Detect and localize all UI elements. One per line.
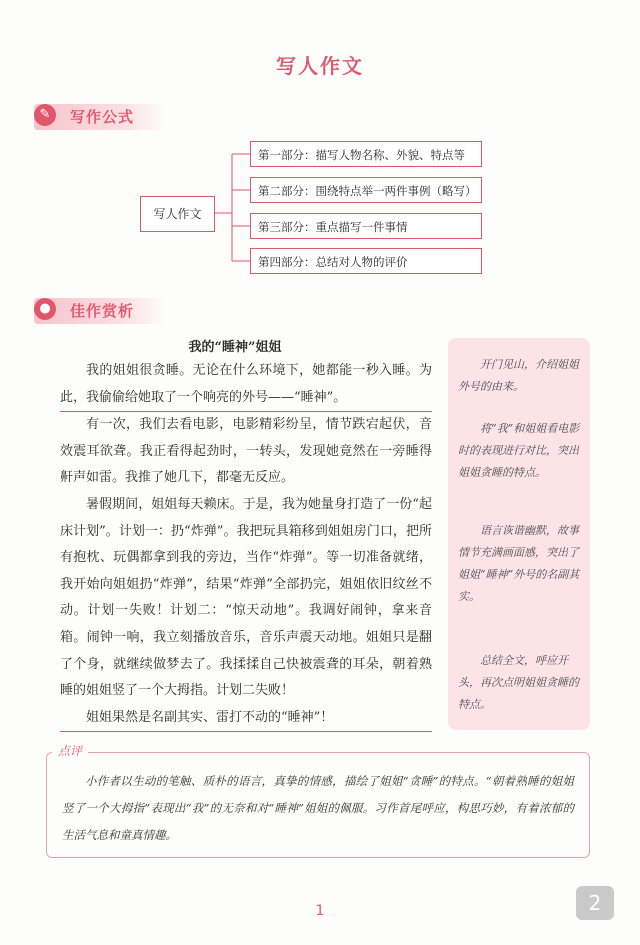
tree-node-part-1: 第一部分：描写人物名称、外貌、特点等 <box>250 141 482 167</box>
article-title: 我的“睡神”姐姐 <box>188 340 282 355</box>
article-body <box>60 358 432 732</box>
side-note: 语言诙谐幽默，故事情节充满画面感，突出了姐姐“睡神”外号的名副其实。 <box>458 524 580 603</box>
tree-root: 写人作文 <box>140 196 215 232</box>
camera-icon: ● <box>34 298 56 320</box>
section-label-formula: 写作公式 <box>70 108 135 126</box>
page-badge: 2 <box>576 886 614 920</box>
section-header-appreciation <box>34 298 164 324</box>
side-note: 将“我”和姐姐看电影时的表现进行对比，突出姐姐贪睡的特点。 <box>458 422 580 479</box>
comment-text: 小作者以生动的笔触、质朴的语言，真挚的情感，描绘了姐姐“贪睡”的特点。“朝着熟睡的姐姐竖了一个大拇指”表现出“我”的无奈和对“睡神”姐姐的佩服。习作首尾呼应，构思巧妙，有着浓郁的生活气息和童真情趣。 <box>62 774 574 842</box>
tree-node-part-2: 第二部分：围绕特点举一两件事例（略写） <box>250 177 482 203</box>
article-paragraph: 有一次，我们去看电影，电影精彩纷呈，情节跌宕起伏，音效震耳欲聋。我正看得起劲时，一转头，发现她竟然在一旁睡得鼾声如雷。我推了她几下，都毫无反应。 <box>60 417 432 486</box>
article-paragraph: 姐姐果然是名副其实、雷打不动的“睡神”！ <box>60 705 432 733</box>
pen-icon: ✎ <box>34 104 56 126</box>
side-note: 开门见山，介绍姐姐外号的由来。 <box>458 358 579 393</box>
section-label-appreciation: 佳作赏析 <box>70 302 135 320</box>
page-title: 写人作文 <box>276 54 364 78</box>
side-note: 总结全文，呼应开头，再次点明姐姐贪睡的特点。 <box>458 654 579 711</box>
article-paragraph: 暑假期间，姐姐每天赖床。于是，我为她量身打造了一份“起床计划”。计划一：扔“炸弹”。我把玩具箱移到姐姐房门口，把所有抱枕、玩偶都拿到我的旁边，当作“炸弹”。等一切准备就绪，我开始向姐姐扔“炸弹”，结果“炸弹”全部扔完，姐姐依旧纹丝不动。计划一失败！计划二：“惊天动地”。我调好闹钟，拿来音箱。闹钟一响，我立刻播放音乐，音乐声震天动地。姐姐只是翻了个身，就继续做梦去了。我揉揉自己快被震聋的耳朵，朝着熟睡的姐姐竖了一个大拇指。计划二失败！ <box>60 496 432 699</box>
comment-label: 点评 <box>52 742 88 759</box>
page-number: 1 <box>315 903 325 919</box>
article-paragraph: 我的姐姐很贪睡。无论在什么环境下，她都能一秒入睡。为此，我偷偷给她取了一个响亮的外号——“睡神”。 <box>60 358 432 412</box>
tree-node-part-4: 第四部分：总结对人物的评价 <box>250 248 482 274</box>
tree-node-part-3: 第三部分：重点描写一件事情 <box>250 213 482 239</box>
